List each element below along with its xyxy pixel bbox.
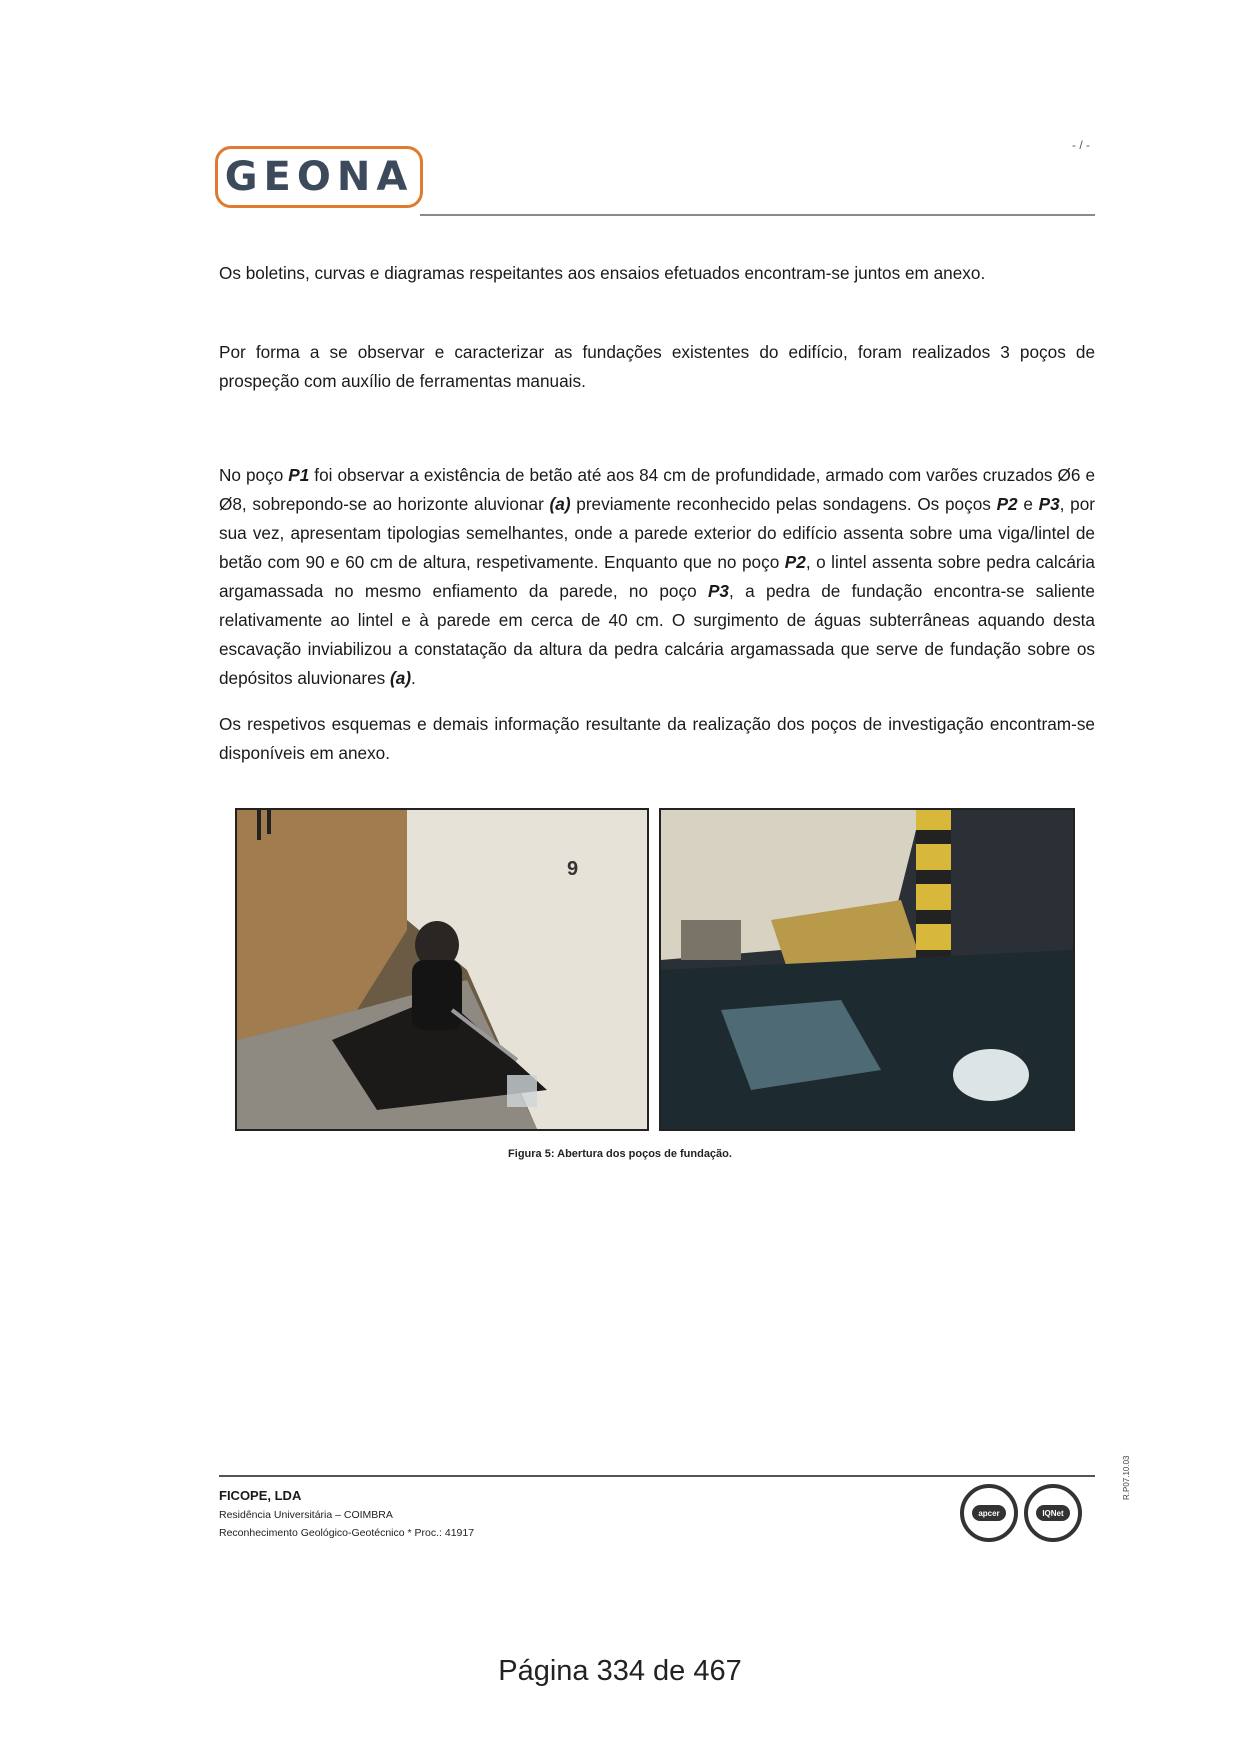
text-segment: foi observar a existência de betão até aos 84 cm de profundidade, armado com varões cruzados Ø6 e Ø8, sobrepondo-se ao horizonte aluvionar: [219, 465, 1096, 515]
text-segment: , por sua vez, apresentam tipologias semelhantes, onde a parede exterior do edifício assenta sobre uma viga/lintel de betão com 90 e 60 cm de altura, respetivamente. Enquanto que no poço: [219, 494, 1095, 573]
geona-logo: [215, 146, 423, 208]
text-segment: , o lintel assenta sobre pedra calcária argamassada no mesmo enfiamento da parede, no poço: [219, 552, 1095, 602]
apcer-cert-icon: [960, 1484, 1018, 1542]
paragraph-wells: Por forma a se observar e caracterizar as fundações existentes do edifício, foram realizados 3 poços de prospeção com auxílio de ferramentas manuais.: [219, 342, 1095, 392]
text-segment: e: [1017, 494, 1039, 515]
cert-label: IQNet: [1036, 1505, 1070, 1521]
horizon-ref: (a): [390, 668, 412, 689]
photo-left-illustration: [237, 810, 647, 1129]
footer-project: Reconhecimento Geológico-Geotécnico * Proc.: 41917: [219, 1527, 475, 1539]
text-segment: , a pedra de fundação encontra-se saliente relativamente ao lintel e à parede em cerca de 40 cm. O surgimento de águas subterrâneas aquando desta escavação inviabilizou a constatação da altura da pedra calcária argamassada que serve de fundação sobre os depósitos aluvionares: [219, 581, 1095, 689]
well-ref: P1: [288, 465, 310, 486]
paragraph-annexes: Os boletins, curvas e diagramas respeitantes aos ensaios efetuados encontram-se juntos em anexo.: [219, 263, 986, 284]
paragraph-schemes: Os respetivos esquemas e demais informação resultante da realização dos poços de investigação encontram-se disponíveis em anexo.: [219, 714, 1095, 764]
photo-right-illustration: [661, 810, 1073, 1129]
paragraph-observations: [219, 461, 1095, 693]
well-ref: P2: [996, 494, 1018, 515]
page-mark: - / -: [1072, 138, 1090, 152]
text-segment: No poço: [219, 465, 289, 486]
page-number: Página 334 de 467: [498, 1655, 742, 1687]
footer-location: Residência Universitária – COIMBRA: [219, 1509, 393, 1521]
text-segment: .: [411, 668, 416, 689]
cert-label: apcer: [972, 1505, 1006, 1521]
document-code: R.P07.10.03: [1122, 1455, 1131, 1500]
figure-caption: Figura 5: Abertura dos poços de fundação.: [508, 1148, 732, 1160]
photo-well-excavation-right: [659, 808, 1075, 1131]
photo-label: 9: [567, 858, 579, 880]
footer-company: FICOPE, LDA: [219, 1488, 302, 1503]
header-divider: [420, 214, 1095, 216]
text-segment: previamente reconhecido pelas sondagens. Os poços: [570, 494, 997, 515]
well-ref: P2: [784, 552, 806, 573]
horizon-ref: (a): [549, 494, 571, 515]
iqnet-cert-icon: [1024, 1484, 1082, 1542]
footer-divider: [219, 1475, 1095, 1477]
logo-text: GEONA: [224, 154, 414, 200]
well-ref: P3: [1038, 494, 1060, 515]
photo-well-excavation-left: [235, 808, 649, 1131]
well-ref: P3: [707, 581, 729, 602]
